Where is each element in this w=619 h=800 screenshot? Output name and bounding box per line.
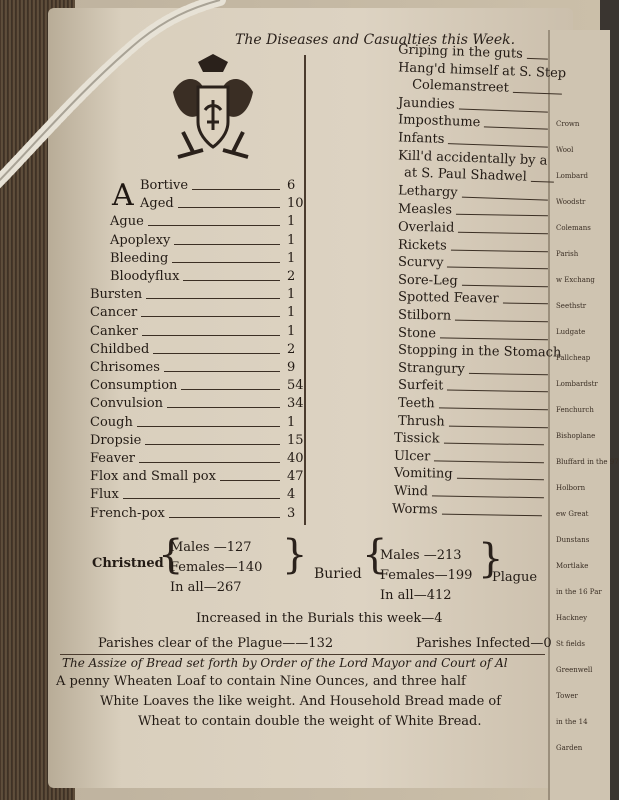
left-disease-row (80, 342, 300, 360)
facing-page-text: w Exchang (556, 276, 595, 284)
disease-name: Feaver (90, 451, 136, 466)
left-disease-row (80, 251, 300, 269)
disease-name: Convulsion (90, 396, 164, 412)
facing-page-text: Crown (556, 120, 580, 128)
leader-rule (503, 303, 548, 305)
leader-rule (484, 127, 548, 130)
facing-page-text: Holborn (556, 484, 586, 492)
disease-name: Strangury (397, 360, 465, 377)
leader-rule (456, 214, 548, 217)
disease-name: Dropsie (90, 432, 142, 448)
leader-rule (172, 262, 280, 263)
disease-name: Tissick (393, 430, 440, 447)
right-disease-row (392, 501, 542, 522)
disease-name: Stone (397, 325, 437, 341)
disease-name: Teeth (397, 395, 435, 412)
facing-page-text: Ludgate (556, 328, 586, 336)
facing-page-text: Hackney (556, 614, 588, 622)
facing-page-text: in the 16 Par (556, 588, 602, 596)
left-disease-row (80, 378, 304, 396)
leader-rule (449, 425, 548, 428)
disease-name: Ague (110, 214, 144, 230)
facing-page-text: Greenwell (556, 666, 593, 674)
facing-page-text: Fallcheap (556, 354, 591, 362)
facing-page-text: ew Great (556, 510, 589, 518)
facing-page-text: Woodstr (556, 198, 586, 206)
disease-name: Vomiting (393, 466, 453, 483)
disease-name: Griping in the guts (397, 42, 524, 62)
leader-rule (447, 267, 548, 270)
bottom-rule (60, 654, 545, 655)
disease-name: Imposthume (397, 112, 481, 131)
facing-page-text: Bishoplane (556, 432, 596, 440)
disease-count: 2 (287, 269, 296, 284)
left-disease-row (80, 178, 300, 196)
leader-rule (153, 353, 280, 354)
leader-rule (123, 498, 280, 499)
buried-brace-right: } (478, 536, 504, 582)
leader-rule (451, 249, 548, 252)
disease-name: Rickets (397, 237, 447, 254)
facing-page-text: Lombardstr (556, 380, 598, 388)
left-disease-row (80, 432, 304, 451)
disease-name: Cancer (90, 305, 138, 321)
assize-line-3: White Loaves the like weight. And Household Bread made of (100, 694, 502, 709)
disease-name: Scurvy (397, 254, 444, 271)
facing-page-text: Tower (556, 692, 578, 700)
left-disease-row (80, 469, 304, 487)
plague-label: Plague (492, 570, 538, 585)
parishes-infected: Parishes Infected—0 (416, 636, 552, 651)
disease-name: Ulcer (393, 448, 431, 465)
christned-brace-left: { (158, 532, 184, 578)
buried-females: Females—199 (380, 568, 473, 583)
leader-rule (448, 143, 548, 147)
disease-name: Worms (391, 501, 438, 518)
disease-name: Bleeding (110, 250, 169, 266)
leader-rule (220, 480, 280, 481)
leader-rule (169, 517, 280, 518)
assize-line-1: The Assize of Bread set forth by Order of the Lord Mayor and Court of Al (62, 656, 508, 670)
leader-rule (455, 320, 548, 323)
leader-rule (434, 460, 544, 463)
disease-name: Measles (397, 202, 453, 219)
leader-rule (142, 335, 280, 336)
disease-count: 4 (287, 487, 296, 503)
leader-rule (444, 443, 544, 446)
leader-rule (440, 337, 548, 340)
facing-page-text: Bluffard in the 97 (556, 458, 619, 466)
leader-rule (141, 316, 280, 317)
leader-rule (462, 196, 548, 200)
christned-all: In all—267 (170, 580, 242, 595)
disease-name: Thrush (397, 413, 445, 430)
disease-count: 1 (287, 414, 296, 430)
disease-name: Stilborn (397, 307, 452, 324)
disease-name: Stopping in the Stomach (397, 342, 562, 361)
leader-rule (462, 285, 548, 288)
disease-name: Hang'd himself at S. Step (397, 59, 567, 81)
disease-count: 9 (287, 360, 296, 375)
disease-count: 6 (287, 178, 296, 193)
disease-name: Jaundies (397, 95, 455, 113)
christned-males: Males —127 (170, 540, 252, 555)
drop-cap-letter: A (112, 178, 134, 213)
facing-page-text: Parish (556, 250, 579, 258)
buried-brace-left: { (362, 532, 388, 578)
leader-rule (148, 225, 280, 226)
left-disease-row (80, 269, 300, 287)
disease-name: Canker (90, 323, 138, 339)
facing-page-text: Colemans (556, 224, 591, 232)
disease-count: 54 (287, 378, 304, 394)
leader-rule (192, 189, 280, 190)
leader-rule (457, 478, 544, 481)
disease-name: Apoplexy (110, 232, 171, 248)
facing-page-text: St fields (556, 640, 585, 648)
disease-count: 1 (287, 305, 296, 321)
disease-count: 34 (287, 396, 304, 412)
disease-name: Bloodyflux (110, 269, 180, 284)
disease-count: 1 (287, 232, 296, 248)
christned-label: Christned (92, 556, 164, 571)
left-disease-row (80, 324, 300, 342)
assize-line-2: A penny Wheaten Loaf to contain Nine Ounces, and three half (56, 674, 466, 689)
facing-page-text: Mortlake (556, 562, 589, 570)
disease-name: Bortive (140, 178, 189, 193)
left-disease-row (80, 196, 304, 214)
left-disease-row (80, 487, 300, 505)
column-divider (304, 55, 306, 525)
disease-name: Spotted Feaver (397, 290, 499, 307)
leader-rule (145, 444, 280, 445)
leader-rule (164, 371, 280, 372)
disease-name: Sore-Leg (397, 272, 458, 289)
leader-rule (459, 108, 548, 112)
leader-rule (178, 207, 280, 208)
disease-name: Flox and Small pox (90, 469, 216, 485)
disease-name: Colemanstreet (411, 77, 510, 96)
leader-rule (183, 280, 280, 281)
assize-line-4: Wheat to contain double the weight of White Bread. (138, 714, 482, 729)
disease-name: Aged (140, 196, 174, 212)
left-disease-row (80, 287, 300, 305)
leader-rule (447, 390, 548, 393)
disease-name: Lethargy (397, 183, 458, 201)
disease-name: Bursten (90, 287, 143, 303)
left-disease-row (80, 506, 300, 524)
left-disease-row (80, 396, 304, 414)
left-disease-row (80, 214, 300, 232)
leader-rule (531, 181, 554, 183)
disease-count: 15 (287, 432, 304, 448)
disease-name: French-pox (90, 505, 165, 521)
disease-name: at S. Paul Shadwel (403, 165, 528, 185)
leader-rule (181, 389, 280, 390)
leader-rule (469, 373, 548, 375)
christned-females: Females—140 (170, 560, 263, 575)
facing-page-text: Lombard (556, 172, 588, 180)
disease-count: 1 (287, 287, 296, 303)
facing-page-text: Wool (556, 146, 574, 154)
disease-count: 3 (287, 505, 296, 521)
facing-page-text: Garden (556, 744, 583, 752)
coat-of-arms (163, 52, 263, 162)
disease-name: Kill'd accidentally by a (397, 147, 548, 169)
christned-brace-right: } (282, 532, 308, 578)
facing-page-text: Fenchurch (556, 406, 594, 414)
buried-all: In all—412 (380, 588, 452, 603)
left-disease-row (80, 360, 300, 378)
disease-name: Infants (397, 130, 445, 147)
disease-name: Flux (90, 487, 119, 503)
left-disease-row (80, 233, 300, 251)
disease-name: Childbed (90, 341, 150, 357)
leader-rule (432, 495, 544, 498)
left-disease-row (80, 415, 300, 433)
disease-name: Wind (393, 483, 429, 500)
leader-rule (174, 244, 280, 245)
disease-name: Chrisomes (90, 360, 160, 375)
disease-count: 2 (287, 341, 296, 357)
disease-count: 40 (287, 451, 304, 466)
buried-label: Buried (314, 566, 362, 582)
buried-males: Males —213 (380, 548, 462, 563)
leader-rule (439, 407, 548, 410)
disease-name: Overlaid (397, 219, 455, 236)
leader-rule (442, 513, 542, 516)
leader-rule (167, 407, 280, 408)
disease-count: 10 (287, 196, 304, 212)
disease-name: Cough (90, 414, 133, 430)
page-title: The Diseases and Casualties this Week. (235, 32, 516, 48)
left-disease-row (80, 451, 304, 469)
disease-count: 1 (287, 214, 296, 230)
disease-name: Consumption (90, 378, 178, 394)
increase-line: Increased in the Burials this week—4 (196, 611, 443, 626)
facing-page-text: in the 14 (556, 718, 588, 726)
disease-count: 1 (287, 323, 296, 339)
parishes-clear: Parishes clear of the Plague——132 (98, 636, 334, 651)
facing-page-text: Seethstr (556, 302, 587, 310)
leader-rule (527, 58, 548, 60)
facing-page-text: Dunstans (556, 536, 590, 544)
leader-rule (146, 298, 280, 299)
leader-rule (137, 426, 280, 427)
leader-rule (139, 462, 280, 463)
disease-count: 1 (287, 250, 296, 266)
disease-name: Surfeit (397, 378, 444, 394)
disease-count: 47 (287, 469, 304, 485)
leader-rule (458, 232, 548, 235)
leader-rule (513, 92, 562, 95)
left-disease-row (80, 305, 300, 323)
